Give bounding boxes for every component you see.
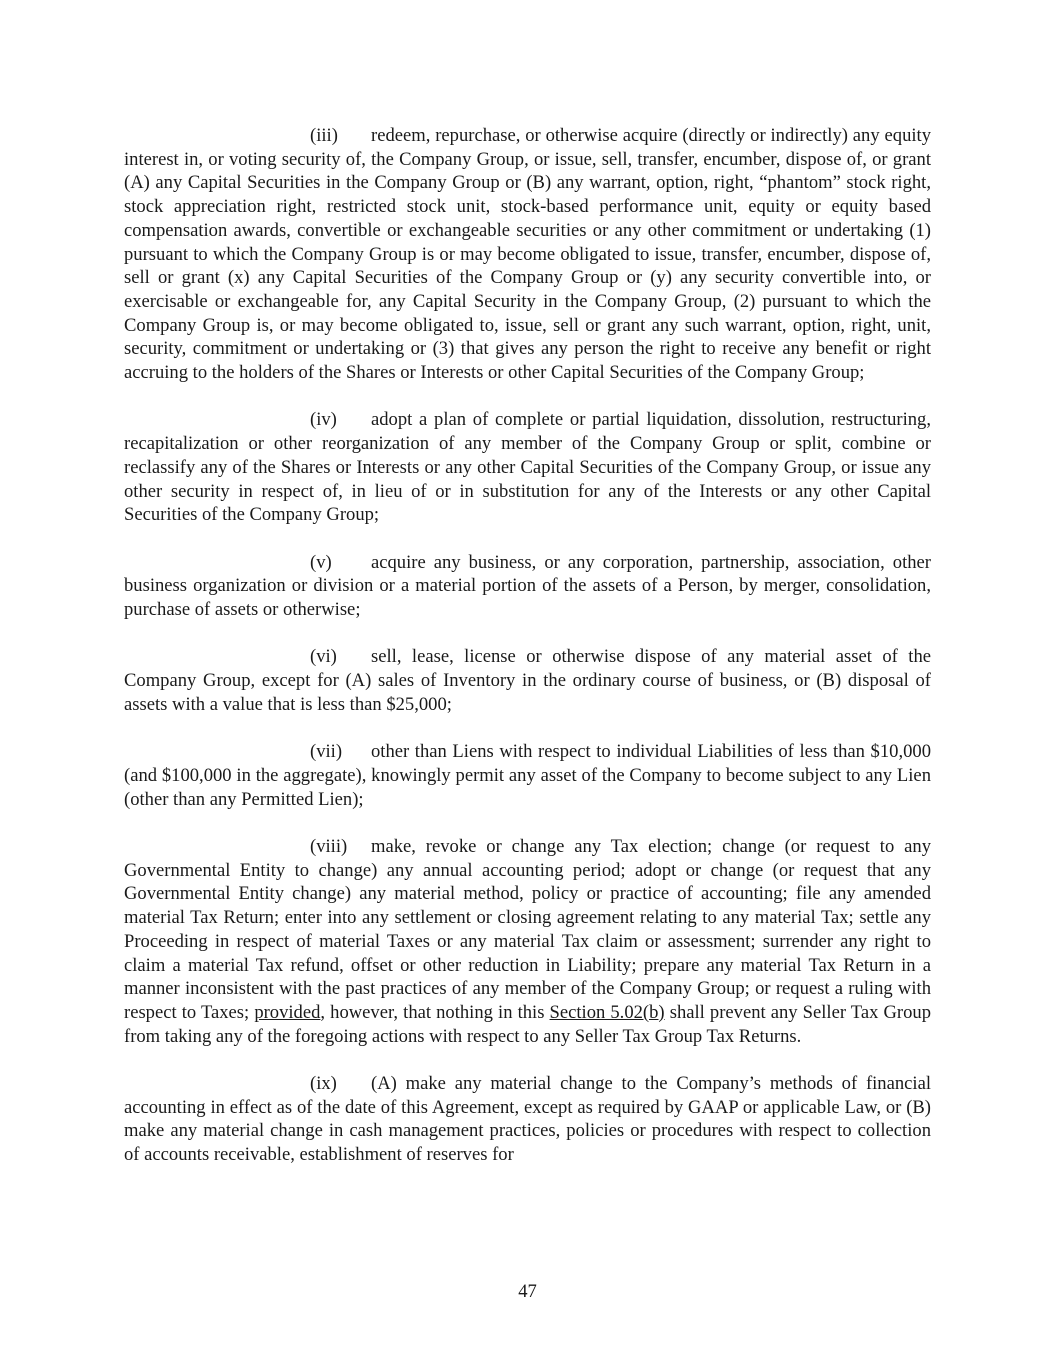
section-reference-link[interactable]: Section 5.02(b) bbox=[549, 1001, 665, 1023]
paragraph-text: sell, lease, license or otherwise dispose of any material asset of the Company Group, except for (A) sales of Inventory in the ordinary course of business, or (B) disposal of assets with a value that is less than $25,000; bbox=[124, 646, 931, 715]
paragraph-text: acquire any business, or any corporation, partnership, association, other business organization or division or a material portion of the assets of a Person, by merger, consolidation, purchase of assets or otherwise; bbox=[124, 551, 931, 621]
paragraph-label: (vi) bbox=[310, 646, 337, 668]
paragraph-label: (iv) bbox=[310, 409, 337, 431]
paragraph-text-continued: , however, that nothing in this bbox=[320, 1001, 545, 1023]
provided-term: provided bbox=[254, 1001, 321, 1023]
paragraph-label: (ix) bbox=[310, 1073, 337, 1095]
document-body bbox=[124, 124, 931, 1191]
paragraph-label: (iii) bbox=[310, 125, 338, 146]
paragraph-text: (A) make any material change to the Company’s methods of financial accounting in effect as of the date of this Agreement, except as required by GAAP or applicable Law, or (B) make any material change in cash management practices, policies or procedures with respect to collection of accounts receivable, establishment of reserves for bbox=[124, 1073, 931, 1166]
paragraph-iv bbox=[124, 408, 931, 527]
page-number: 47 bbox=[518, 1281, 537, 1302]
paragraph-viii bbox=[124, 835, 931, 1048]
paragraph-iii bbox=[124, 124, 931, 385]
paragraph-vi bbox=[124, 645, 931, 716]
paragraph-text: adopt a plan of complete or partial liquidation, dissolution, restructuring, recapitalization or other reorganization of any member of the Company Group or split, combine or reclassify any of the Shares or Interests or any other Capital Securities of the Company Group, or issue any other security in respect of, in lieu of or in substitution for any of the Interests or any other Capital Securities of the Company Group; bbox=[124, 409, 931, 526]
paragraph-text: other than Liens with respect to individual Liabilities of less than $10,000 (and $100,000 in the aggregate), knowingly permit any asset of the Company to become subject to any Lien (other than any Permitted Lien); bbox=[124, 741, 931, 810]
paragraph-text-end: shall prevent any Seller Tax Group from taking any of the foregoing actions with respect to any Seller Tax Group Tax Returns. bbox=[124, 1001, 931, 1047]
paragraph-text: make, revoke or change any Tax election; change (or request to any Governmental Entity to change) any annual accounting period; adopt or change (or request that any Governmental Entity change) any material method, policy or practice of accounting; file any amended material Tax Return; enter into any settlement or closing agreement relating to any material Tax; settle any Proceeding in respect of material Taxes or any material Tax claim or assessment; surrender any right to claim a material Tax refund, offset or other reduction in Liability; prepare any material Tax Return in a manner inconsistent with the past practices of any member of the Company Group; or request a ruling with respect to Taxes; bbox=[124, 836, 931, 1023]
paragraph-vii bbox=[124, 740, 931, 811]
paragraph-ix bbox=[124, 1072, 931, 1167]
paragraph-v bbox=[124, 551, 931, 622]
paragraph-label: (v) bbox=[310, 551, 332, 573]
paragraph-label: (viii) bbox=[310, 836, 348, 858]
paragraph-label: (vii) bbox=[310, 741, 343, 763]
paragraph-text: redeem, repurchase, or otherwise acquire (directly or indirectly) any equity interest in, or voting security of, the Company Group, or issue, sell, transfer, encumber, dispose of, or grant (A) any Capital Securities in the Company Group or (B) any warrant, option, right, “phantom” stock right, stock appreciation right, restricted stock unit, stock-based performance unit, equity or equity based compensation awards, convertible or exchangeable securities or any other commitment or undertaking (1) pursuant to which the Company Group is or may become obligated to issue, transfer, encumber, dispose of, sell or grant (x) any Capital Securities of the Company Group or (y) any security convertible into, or exercisable or exchangeable for, any Capital Security in the Company Group, (2) pursuant to which the Company Group is, or may become obligated to, issue, sell or grant any such warrant, option, right, unit, security, commitment or undertaking or (3) that gives any person the right to receive any benefit or right accruing to the holders of the Shares or Interests or other Capital Securities of the Company Group; bbox=[124, 125, 931, 384]
